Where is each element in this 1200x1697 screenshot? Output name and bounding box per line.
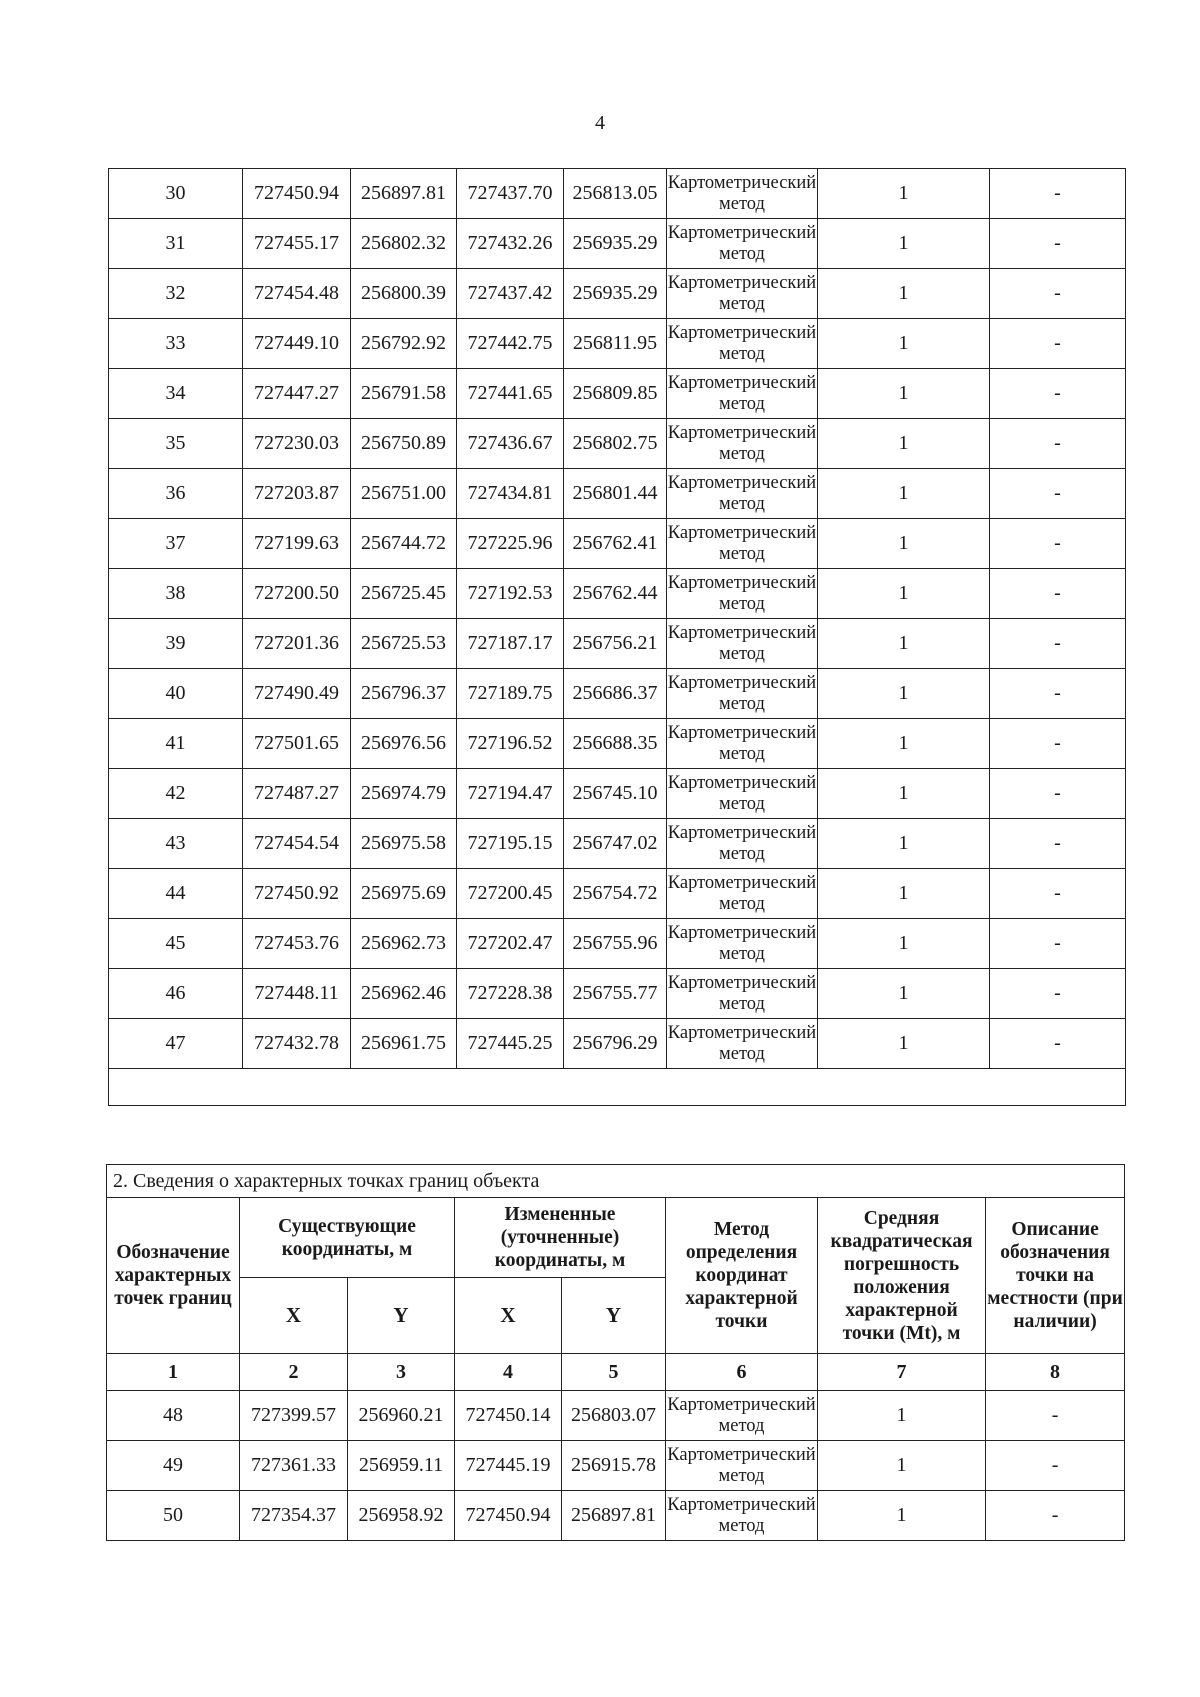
changed-x-cell: 727436.67 bbox=[457, 419, 564, 469]
point-id-cell: 34 bbox=[109, 369, 243, 419]
changed-y-cell: 256756.21 bbox=[564, 619, 667, 669]
changed-y-cell: 256688.35 bbox=[564, 719, 667, 769]
boundary-points-table bbox=[106, 1164, 1125, 1541]
changed-y-cell: 256762.41 bbox=[564, 519, 667, 569]
changed-y-cell: 256811.95 bbox=[564, 319, 667, 369]
description-cell: - bbox=[990, 169, 1126, 219]
existing-x-cell: 727449.10 bbox=[243, 319, 351, 369]
changed-y-cell: 256747.02 bbox=[564, 819, 667, 869]
description-cell: - bbox=[990, 219, 1126, 269]
changed-x-cell: 727200.45 bbox=[457, 869, 564, 919]
changed-y-cell: 256801.44 bbox=[564, 469, 667, 519]
method-cell: Картометрический метод bbox=[667, 369, 818, 419]
mean-error-cell: 1 bbox=[818, 519, 990, 569]
header-description: Описание обозначения точки на местности (при наличии) bbox=[986, 1198, 1125, 1354]
method-cell: Картометрический метод bbox=[667, 219, 818, 269]
mean-error-cell: 1 bbox=[818, 569, 990, 619]
mean-error-cell: 1 bbox=[818, 769, 990, 819]
existing-y-cell: 256975.58 bbox=[351, 819, 457, 869]
existing-y-cell: 256725.45 bbox=[351, 569, 457, 619]
table-row bbox=[109, 819, 1126, 869]
changed-x-cell: 727194.47 bbox=[457, 769, 564, 819]
existing-y-cell: 256792.92 bbox=[351, 319, 457, 369]
column-number: 3 bbox=[348, 1354, 455, 1391]
existing-x-cell: 727200.50 bbox=[243, 569, 351, 619]
changed-y-cell: 256809.85 bbox=[564, 369, 667, 419]
existing-x-cell: 727450.92 bbox=[243, 869, 351, 919]
mean-error-cell: 1 bbox=[818, 819, 990, 869]
point-id-cell: 45 bbox=[109, 919, 243, 969]
changed-x-cell: 727441.65 bbox=[457, 369, 564, 419]
existing-x-cell: 727201.36 bbox=[243, 619, 351, 669]
method-cell: Картометрический метод bbox=[667, 669, 818, 719]
existing-y-cell: 256800.39 bbox=[351, 269, 457, 319]
changed-y-cell: 256897.81 bbox=[562, 1491, 666, 1541]
existing-y-cell: 256796.37 bbox=[351, 669, 457, 719]
point-id-cell: 40 bbox=[109, 669, 243, 719]
table-row bbox=[109, 219, 1126, 269]
method-cell: Картометрический метод bbox=[666, 1491, 818, 1541]
changed-x-cell: 727434.81 bbox=[457, 469, 564, 519]
existing-x-cell: 727354.37 bbox=[240, 1491, 348, 1541]
existing-x-cell: 727454.48 bbox=[243, 269, 351, 319]
changed-x-cell: 727445.25 bbox=[457, 1019, 564, 1069]
description-cell: - bbox=[990, 419, 1126, 469]
empty-cell bbox=[109, 1069, 1126, 1106]
existing-x-cell: 727199.63 bbox=[243, 519, 351, 569]
existing-y-cell: 256974.79 bbox=[351, 769, 457, 819]
existing-y-cell: 256960.21 bbox=[348, 1391, 455, 1441]
existing-x-cell: 727454.54 bbox=[243, 819, 351, 869]
column-number: 4 bbox=[455, 1354, 562, 1391]
existing-y-cell: 256961.75 bbox=[351, 1019, 457, 1069]
existing-x-cell: 727361.33 bbox=[240, 1441, 348, 1491]
table-row bbox=[109, 769, 1126, 819]
method-cell: Картометрический метод bbox=[667, 269, 818, 319]
changed-x-cell: 727202.47 bbox=[457, 919, 564, 969]
header-existing-y: Y bbox=[348, 1278, 455, 1354]
changed-x-cell: 727195.15 bbox=[457, 819, 564, 869]
method-cell: Картометрический метод bbox=[667, 419, 818, 469]
existing-x-cell: 727432.78 bbox=[243, 1019, 351, 1069]
header-changed-coords: Измененные (уточненные) координаты, м bbox=[455, 1198, 666, 1278]
method-cell: Картометрический метод bbox=[667, 769, 818, 819]
mean-error-cell: 1 bbox=[818, 419, 990, 469]
table2-caption: 2. Сведения о характерных точках границ объекта bbox=[107, 1165, 1125, 1198]
method-cell: Картометрический метод bbox=[667, 519, 818, 569]
header-changed-y: Y bbox=[562, 1278, 666, 1354]
existing-x-cell: 727447.27 bbox=[243, 369, 351, 419]
method-cell: Картометрический метод bbox=[667, 969, 818, 1019]
changed-x-cell: 727189.75 bbox=[457, 669, 564, 719]
description-cell: - bbox=[990, 469, 1126, 519]
point-id-cell: 38 bbox=[109, 569, 243, 619]
changed-y-cell: 256935.29 bbox=[564, 269, 667, 319]
point-id-cell: 43 bbox=[109, 819, 243, 869]
existing-y-cell: 256962.46 bbox=[351, 969, 457, 1019]
method-cell: Картометрический метод bbox=[667, 319, 818, 369]
changed-x-cell: 727442.75 bbox=[457, 319, 564, 369]
description-cell: - bbox=[990, 719, 1126, 769]
existing-y-cell: 256751.00 bbox=[351, 469, 457, 519]
existing-x-cell: 727453.76 bbox=[243, 919, 351, 969]
description-cell: - bbox=[990, 669, 1126, 719]
changed-y-cell: 256935.29 bbox=[564, 219, 667, 269]
header-method: Метод определения координат характерной точки bbox=[666, 1198, 818, 1354]
changed-x-cell: 727187.17 bbox=[457, 619, 564, 669]
method-cell: Картометрический метод bbox=[667, 1019, 818, 1069]
method-cell: Картометрический метод bbox=[667, 619, 818, 669]
mean-error-cell: 1 bbox=[818, 719, 990, 769]
column-number: 5 bbox=[562, 1354, 666, 1391]
column-number: 7 bbox=[818, 1354, 986, 1391]
description-cell: - bbox=[990, 1019, 1126, 1069]
description-cell: - bbox=[990, 569, 1126, 619]
changed-y-cell: 256915.78 bbox=[562, 1441, 666, 1491]
changed-x-cell: 727450.14 bbox=[455, 1391, 562, 1441]
table-row bbox=[107, 1441, 1125, 1491]
table-row bbox=[109, 419, 1126, 469]
mean-error-cell: 1 bbox=[818, 369, 990, 419]
table-row bbox=[109, 469, 1126, 519]
existing-x-cell: 727450.94 bbox=[243, 169, 351, 219]
description-cell: - bbox=[986, 1491, 1125, 1541]
mean-error-cell: 1 bbox=[818, 619, 990, 669]
description-cell: - bbox=[990, 769, 1126, 819]
header-designation: Обозначение характерных точек границ bbox=[107, 1198, 240, 1354]
table1-empty-row bbox=[109, 1069, 1126, 1106]
description-cell: - bbox=[990, 869, 1126, 919]
existing-x-cell: 727399.57 bbox=[240, 1391, 348, 1441]
method-cell: Картометрический метод bbox=[666, 1391, 818, 1441]
method-cell: Картометрический метод bbox=[667, 569, 818, 619]
mean-error-cell: 1 bbox=[818, 1391, 986, 1441]
existing-y-cell: 256975.69 bbox=[351, 869, 457, 919]
existing-y-cell: 256725.53 bbox=[351, 619, 457, 669]
point-id-cell: 47 bbox=[109, 1019, 243, 1069]
coordinates-table-continuation bbox=[108, 168, 1126, 1106]
point-id-cell: 33 bbox=[109, 319, 243, 369]
changed-x-cell: 727432.26 bbox=[457, 219, 564, 269]
changed-x-cell: 727437.70 bbox=[457, 169, 564, 219]
existing-y-cell: 256791.58 bbox=[351, 369, 457, 419]
mean-error-cell: 1 bbox=[818, 669, 990, 719]
column-number: 2 bbox=[240, 1354, 348, 1391]
point-id-cell: 36 bbox=[109, 469, 243, 519]
table-row bbox=[109, 619, 1126, 669]
description-cell: - bbox=[990, 919, 1126, 969]
column-number: 6 bbox=[666, 1354, 818, 1391]
changed-y-cell: 256762.44 bbox=[564, 569, 667, 619]
existing-x-cell: 727455.17 bbox=[243, 219, 351, 269]
table-row bbox=[109, 1019, 1126, 1069]
point-id-cell: 48 bbox=[107, 1391, 240, 1441]
point-id-cell: 39 bbox=[109, 619, 243, 669]
description-cell: - bbox=[990, 519, 1126, 569]
existing-x-cell: 727487.27 bbox=[243, 769, 351, 819]
header-existing-coords: Существующие координаты, м bbox=[240, 1198, 455, 1278]
changed-y-cell: 256803.07 bbox=[562, 1391, 666, 1441]
method-cell: Картометрический метод bbox=[667, 869, 818, 919]
method-cell: Картометрический метод bbox=[667, 469, 818, 519]
mean-error-cell: 1 bbox=[818, 319, 990, 369]
existing-x-cell: 727501.65 bbox=[243, 719, 351, 769]
existing-y-cell: 256958.92 bbox=[348, 1491, 455, 1541]
column-number: 8 bbox=[986, 1354, 1125, 1391]
description-cell: - bbox=[990, 969, 1126, 1019]
point-id-cell: 42 bbox=[109, 769, 243, 819]
description-cell: - bbox=[990, 369, 1126, 419]
existing-y-cell: 256897.81 bbox=[351, 169, 457, 219]
method-cell: Картометрический метод bbox=[667, 919, 818, 969]
method-cell: Картометрический метод bbox=[667, 819, 818, 869]
table-row bbox=[107, 1491, 1125, 1541]
table-row bbox=[109, 519, 1126, 569]
existing-y-cell: 256750.89 bbox=[351, 419, 457, 469]
description-cell: - bbox=[990, 819, 1126, 869]
point-id-cell: 46 bbox=[109, 969, 243, 1019]
table-row bbox=[109, 369, 1126, 419]
description-cell: - bbox=[990, 269, 1126, 319]
method-cell: Картометрический метод bbox=[666, 1441, 818, 1491]
changed-x-cell: 727445.19 bbox=[455, 1441, 562, 1491]
existing-y-cell: 256959.11 bbox=[348, 1441, 455, 1491]
changed-x-cell: 727196.52 bbox=[457, 719, 564, 769]
method-cell: Картометрический метод bbox=[667, 719, 818, 769]
changed-y-cell: 256754.72 bbox=[564, 869, 667, 919]
point-id-cell: 37 bbox=[109, 519, 243, 569]
changed-x-cell: 727450.94 bbox=[455, 1491, 562, 1541]
table2-body bbox=[107, 1391, 1125, 1541]
method-cell: Картометрический метод bbox=[667, 169, 818, 219]
existing-x-cell: 727448.11 bbox=[243, 969, 351, 1019]
table-row bbox=[109, 669, 1126, 719]
mean-error-cell: 1 bbox=[818, 919, 990, 969]
changed-x-cell: 727192.53 bbox=[457, 569, 564, 619]
table-row bbox=[107, 1391, 1125, 1441]
column-number: 1 bbox=[107, 1354, 240, 1391]
existing-y-cell: 256962.73 bbox=[351, 919, 457, 969]
description-cell: - bbox=[990, 619, 1126, 669]
description-cell: - bbox=[990, 319, 1126, 369]
header-mean-error: Средняя квадратическая погрешность положения характерной точки (Mt), м bbox=[818, 1198, 986, 1354]
point-id-cell: 49 bbox=[107, 1441, 240, 1491]
table-row bbox=[109, 569, 1126, 619]
point-id-cell: 31 bbox=[109, 219, 243, 269]
existing-y-cell: 256744.72 bbox=[351, 519, 457, 569]
point-id-cell: 41 bbox=[109, 719, 243, 769]
description-cell: - bbox=[986, 1391, 1125, 1441]
changed-y-cell: 256813.05 bbox=[564, 169, 667, 219]
table-row bbox=[109, 319, 1126, 369]
changed-y-cell: 256755.77 bbox=[564, 969, 667, 1019]
mean-error-cell: 1 bbox=[818, 969, 990, 1019]
table-row bbox=[109, 269, 1126, 319]
table-row bbox=[109, 919, 1126, 969]
description-cell: - bbox=[986, 1441, 1125, 1491]
changed-x-cell: 727228.38 bbox=[457, 969, 564, 1019]
table-row bbox=[109, 169, 1126, 219]
point-id-cell: 32 bbox=[109, 269, 243, 319]
mean-error-cell: 1 bbox=[818, 269, 990, 319]
mean-error-cell: 1 bbox=[818, 869, 990, 919]
existing-y-cell: 256802.32 bbox=[351, 219, 457, 269]
changed-y-cell: 256755.96 bbox=[564, 919, 667, 969]
table-row bbox=[109, 719, 1126, 769]
existing-y-cell: 256976.56 bbox=[351, 719, 457, 769]
point-id-cell: 50 bbox=[107, 1491, 240, 1541]
mean-error-cell: 1 bbox=[818, 169, 990, 219]
page-number: 4 bbox=[595, 112, 605, 134]
header-changed-x: X bbox=[455, 1278, 562, 1354]
mean-error-cell: 1 bbox=[818, 1019, 990, 1069]
mean-error-cell: 1 bbox=[818, 1441, 986, 1491]
changed-y-cell: 256745.10 bbox=[564, 769, 667, 819]
mean-error-cell: 1 bbox=[818, 219, 990, 269]
changed-y-cell: 256802.75 bbox=[564, 419, 667, 469]
mean-error-cell: 1 bbox=[818, 1491, 986, 1541]
table-row bbox=[109, 969, 1126, 1019]
point-id-cell: 30 bbox=[109, 169, 243, 219]
changed-x-cell: 727225.96 bbox=[457, 519, 564, 569]
mean-error-cell: 1 bbox=[818, 469, 990, 519]
changed-y-cell: 256796.29 bbox=[564, 1019, 667, 1069]
table-row bbox=[109, 869, 1126, 919]
changed-x-cell: 727437.42 bbox=[457, 269, 564, 319]
point-id-cell: 44 bbox=[109, 869, 243, 919]
existing-x-cell: 727203.87 bbox=[243, 469, 351, 519]
existing-x-cell: 727490.49 bbox=[243, 669, 351, 719]
header-existing-x: X bbox=[240, 1278, 348, 1354]
point-id-cell: 35 bbox=[109, 419, 243, 469]
table1-body bbox=[109, 169, 1126, 1069]
column-numbers-row bbox=[107, 1354, 1125, 1391]
changed-y-cell: 256686.37 bbox=[564, 669, 667, 719]
existing-x-cell: 727230.03 bbox=[243, 419, 351, 469]
